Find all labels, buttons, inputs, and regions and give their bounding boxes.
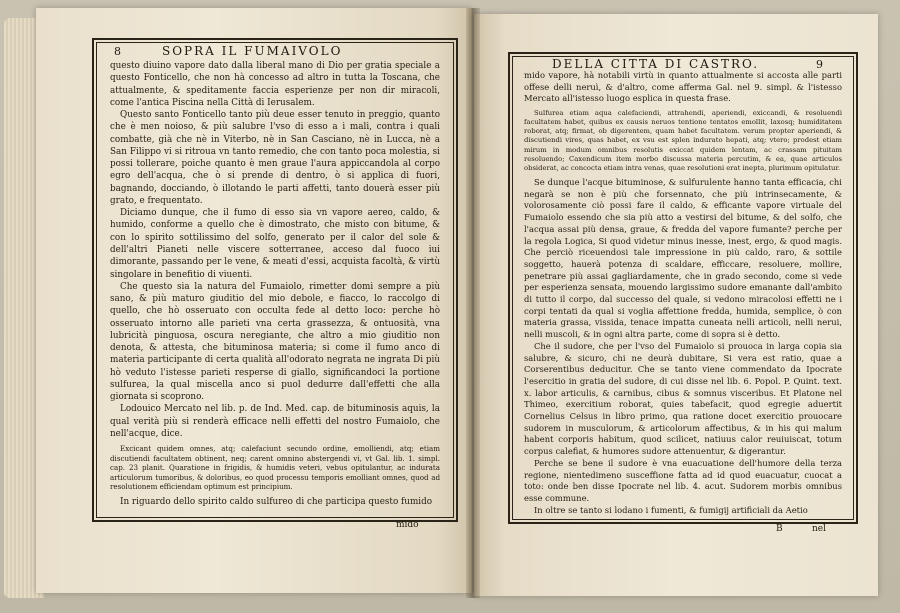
right-paragraph: Se dunque l'acque bituminose, & sulfurulente hanno tanta efficacia, chi negarà se non è più che forsennato, che più intrinsecamente, & volorosamente ciò possi fare il caldo, & efficante vapore virtuale del Fumaiolo essendo che sia più atto a vestirsi del bitume, & del solfo, che l'acqua assai più densa, graue, & fredda del vapore fumante? perche per la regola Logica, Si quod videtur minus inesse, inest, ergo, & quod magis. Che perciò riceuendosi tale impressione in più caldo, raro, & sottile soggetto, hauerà potenza di scaldare, efficcare, resoluere, mollire, penetrare più assai gagliardamente, che in grado secondo, come si vede per esperienza sensata, mouendo largissimo sudore emanante dall'ambito di tutto il corpo, dal successo del quale, si vedono miracolosi effetti ne i corpi tentati da qual si voglia affettione fredda, humida, semplice, ò con materia grassa, vissida, tenace impatta cuneata nelli articoli, nelli nerui, nelli muscoli, & in ogni altra parte, come di sopra si è detto.: [524, 176, 842, 340]
right-paragraph: In oltre se tanto si lodano i fumenti, & fumigij artificiali da Aetio: [534, 504, 808, 515]
left-paragraph: Diciamo dunque, che il fumo di esso sia vn vapore aereo, caldo, & humido, conforme a quello che è dimostrato, che misto con bitume, & con lo spirito sottilissimo del solfo, generato per il calor del sole & dell'altri Pianeti nelle viscere sotterranee, acceso dal fuoco iui dimorante, passando per le vene, & meati d'essi, acquista facoltà, & virtù singolare in benefitio di viuenti.: [110, 208, 440, 280]
right-latin-quote: Sulfurea etiam aqua calefaciendi, attrahendi, aperiendi, exiccandi, & resoluendi facultatem habet, quibus ex causis neruos tentione tentatos emollit, laxosq; humiditatem roborat, atq; firmat, ob digerentem, quam habet facultatem. verum propter aperiendi, & discutiendi vires, quas habet, ex vsu est splen indurato hepati, atq; vtero; prodest etiam mirum in modum omnibus resolutis exiccat quidem lentam, ac crassam pituitam resoluendo; Caxendicum item morbo discussa materia percutim, & ea, quae articulos obsiderat, ac concocta etiam intra venas, quae resolutioni erat inepta, plurimum opitulatur.: [524, 109, 842, 172]
left-paragraph: Che questo sia la natura del Fumaiolo, rimetter domi sempre a più sano, & più maturo giuditio del mio debole, e fiacco, lo raccolgo di quello, che hò osseruato con occulta fede al detto loco: perche hò osseruato intorno alle parieti vna certa grassezza, & ontuosità, vna lubricità pinguosa, oscura neregiante, che altro a mio giuditio non denota, & attesta, che bituminosa materia; si come il fumo anco di materia participante di certa qualità all'odorato negrata ne ingrata Di più hò veduto l'istesse parieti resperse di giallo, significandoci la portione sulfurea, la qual miscella anco si puol dedurre dall'effetti che alla giornata si scoprono.: [110, 281, 440, 403]
left-catchword: mido: [396, 520, 419, 530]
left-paragraph: Questo santo Fonticello tanto più deue esser tenuto in preggio, quanto che è men noioso, & più salubre l'vso di esso a i mali, contra i quali combatte, già che nè in Viterbo, nè in San Casciano, nè in Lucca, nè a San Filippo vi si ritroua vn tanto remedio, che con tanto poca molestia, si possi tollerare, poiche quanto è men graue l'aura appiccandola al corpo egro dell'acqua, che ò si prende di dentro, ò si applica di fuori, bagnando, docciando, ò illotando le parti affetti, tanto douerà esser più grato, e frequentato.: [110, 110, 440, 206]
left-body-text: [110, 60, 440, 516]
left-last-paragraph: In riguardo dello spirito caldo sulfureo di che participa questo fumido: [120, 497, 433, 508]
right-body-text: [524, 70, 842, 516]
left-paragraph: questo diuino vapore dato dalla liberal mano di Dio per gratia speciale a questo Fonticello, che non hà concesso ad altro in tutta la Toscana, che attualmente, & speditamente faccia esperienze per non dir miracoli, come l'antica Piscina nella Città di Ierusalem.: [110, 61, 440, 108]
right-page-number: 9: [816, 58, 823, 71]
book-gutter: [466, 8, 480, 598]
right-paragraph: mido vapore, hà notabili virtù in quanto attualmente si accosta alle parti offese delli neruì, & d'altro, come afferma Gal. nel 9. simpl. & l'istesso Mercato all'istesso luogo esplica in questa frase.: [524, 70, 842, 104]
right-paragraph: Che il sudore, che per l'vso del Fumaiolo si prouoca in larga copia sia salubre, & sicuro, chi ne deurà dubitare, Si vera est ratio, quae a Corserentibus deducitur. Che se tanto viene commendato da Ipocrate l'esercitio in gratia del sudore, di cui disse nel lib. 6. Popol. P. Quint. text. x. labor articulis, & carnibus, cibus & somnus visceribus. Et Platone nel Thimeo, exercitium roborat, quies tabefacit, quod egregie aduertit Cornelius Celsus in libro primo, qua ratione docet exercitio prouocare sudorem in musculorum, & articolorum affectibus, & in his qui malum habent corporis habitum, quod scilicet, natiuus calor reuiuiscat, totum corpus calefiat, & humores sudore attenuentur, & digerantur.: [524, 340, 842, 457]
left-page-number: 8: [114, 45, 121, 58]
right-catchword: nel: [812, 524, 827, 534]
left-running-head: SOPRA IL FUMAIVOLO: [162, 44, 343, 58]
signature-mark: B: [776, 524, 783, 534]
left-paragraph: Lodouico Mercato nel lib. p. de Ind. Med. cap. de bituminosis aquis, la qual verità più si renderà efficace nelli effetti del nostro Fumaiolo, che nell'acque, dice.: [110, 404, 440, 439]
left-latin-quote: Excicant quidem omnes, atq; calefaciunt secundo ordine, emolliendi, atq; etiam discutiendi facultatem obtinent, neq; carent omnino abstergendi vi, vt Gal. lib. 1. simpl. cap. 23 planit. Quaratione in frigidis, & humidis veteri, vebus opitulantur, ac indurata articulorum tumoribus, & doloribus, eo quod processu temporis emolliant omnes, quod ad resolutionem efficiendam optimum est principium.: [110, 444, 440, 492]
right-running-head: DELLA CITTA DI CASTRO.: [552, 57, 760, 71]
right-paragraph: Perche se bene il sudore è vna euacuatione dell'humore della terza regione, nientedimeno susceffione fatta ad id quod euacuatur, cuocat a toto: onde ben disse Ipocrate nel lib. 4. acut. Sudorem morbis omnibus esse commune.: [524, 457, 842, 503]
